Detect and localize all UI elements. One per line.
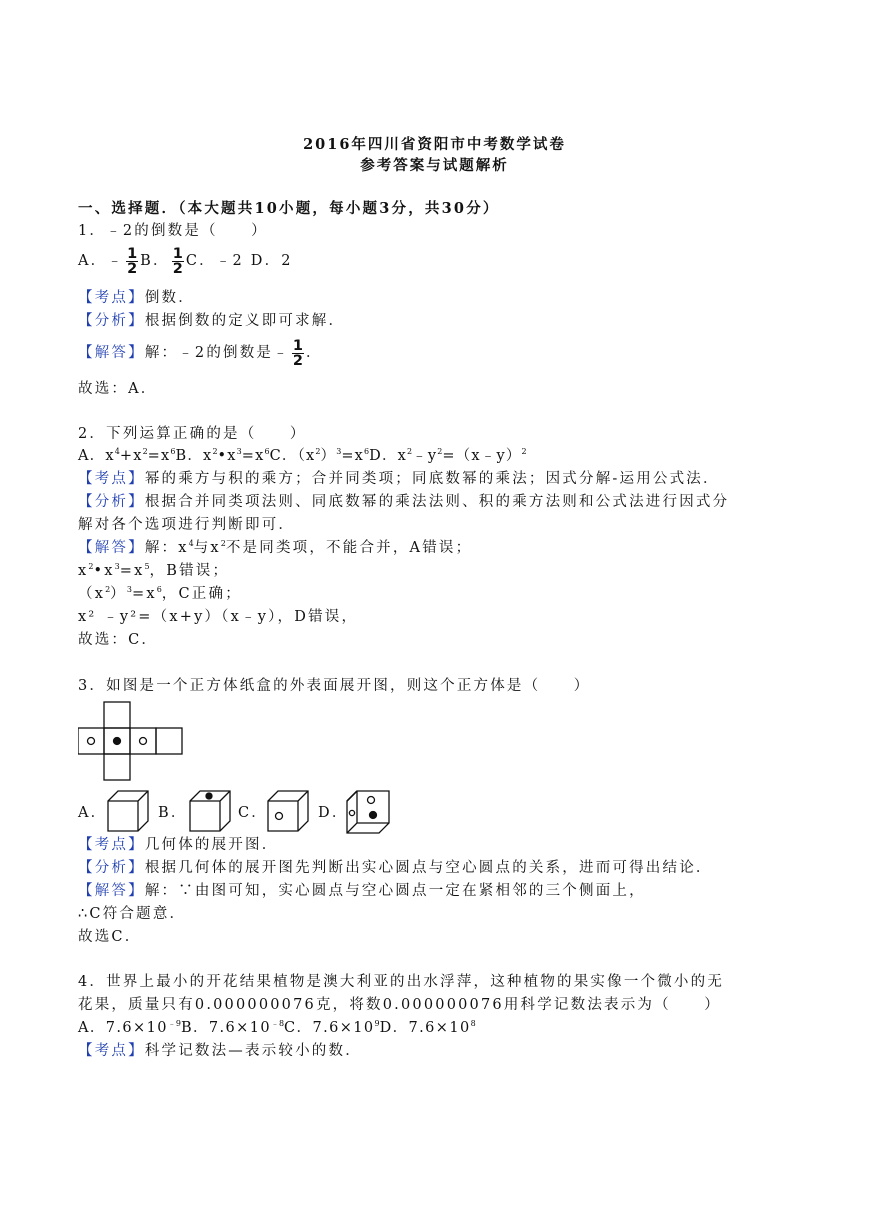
- cube-option-a: [106, 789, 150, 833]
- q2-jieda: 【解答】解：$x^4$与$x^2$不是同类项，不能合并，A错误；: [78, 539, 473, 556]
- q4-kaodian: 【考点】科学记数法—表示较小的数．: [78, 1043, 362, 1059]
- cube-option-d: [345, 789, 391, 835]
- q3-kaodian: 【考点】几何体的展开图．: [78, 837, 279, 853]
- q3-fenxi: 【分析】根据几何体的展开图先判断出实心圆点与空心圆点的关系，进而可得出结论．: [78, 860, 713, 876]
- fraction-half: $\frac{1}{2}$: [172, 245, 183, 277]
- fraction-half: $\frac{1}{2}$: [127, 245, 138, 277]
- q4-stem: 4．世界上最小的开花结果植物是澳大利亚的出水浮萍，这种植物的果实像一个微小的无: [78, 974, 725, 990]
- q3-label-a: A．: [78, 805, 108, 821]
- q2-options: A．$x^4+x^2=x^6B$．$x^2•x^3=x^6C$．$(x^2)^3=x^6D$．$x^2﹣y^2=(x﹣y)^2$: [78, 447, 527, 464]
- cube-option-b: [188, 789, 232, 833]
- q3-jieda: 【解答】解：∵由图可知，实心圆点与空心圆点一定在紧相邻的三个侧面上，: [78, 883, 646, 899]
- q2-fenxi-cont: 解对各个选项进行判断即可．: [78, 517, 296, 533]
- q4-options: A．$7.6\times 10^{﹣9}B$．$7.6\times 10^{﹣8}C$．$7.6\times 10^9D$．$7.6\times 10^8$: [78, 1019, 476, 1036]
- q1-fenxi: 【分析】根据倒数的定义即可求解．: [78, 313, 346, 329]
- q1-kaodian: 【考点】倒数．: [78, 290, 195, 306]
- q2-line-d: x² ﹣y²=（x+y）（x﹣y），D错误，: [78, 609, 359, 625]
- q3-answer: 故选C．: [78, 929, 142, 945]
- q2-line-c: $(x^2)^3=x^6$，C正确；: [78, 585, 242, 602]
- cube-option-c: [266, 789, 310, 833]
- q2-kaodian: 【考点】幂的乘方与积的乘方；合并同类项；同底数幂的乘法；因式分解-运用公式法．: [78, 471, 720, 487]
- section-heading: 一、选择题．（本大题共10小题，每小题3分，共30分）: [78, 200, 500, 217]
- q2-fenxi: 【分析】根据合并同类项法则、同底数幂的乘法法则、积的乘方法则和公式法进行因式分: [78, 494, 730, 510]
- cube-net-figure: [78, 700, 188, 784]
- q2-line-b: $x^2•x^3=x^5$，B错误；: [78, 562, 230, 579]
- page-title: 2016年四川省资阳市中考数学试卷: [303, 136, 566, 153]
- q2-stem: 2．下列运算正确的是（ ）: [78, 426, 307, 442]
- q2-answer: 故选：C．: [78, 632, 159, 648]
- page-subtitle: 参考答案与试题解析: [360, 157, 509, 174]
- q1-answer: 故选：A．: [78, 381, 158, 397]
- q3-label-c: C．: [238, 805, 268, 821]
- q3-stem: 3．如图是一个正方体纸盒的外表面展开图，则这个正方体是（ ）: [78, 678, 591, 694]
- q3-label-d: D．: [318, 805, 349, 821]
- q3-label-b: B．: [158, 805, 188, 821]
- q1-options: A．﹣ $\frac{1}{2}$ B． $\frac{1}{2}$ C．﹣2 D．2: [78, 245, 293, 277]
- q3-line2: ∴C符合题意．: [78, 906, 187, 922]
- q4-stem-cont: 花果，质量只有0.000000076克，将数0.000000076用科学记数法表示为（ ）: [78, 997, 721, 1013]
- q1-jieda: 【解答】解：﹣2的倒数是﹣ $\frac{1}{2}$ ．: [78, 337, 323, 369]
- q1-stem: 1．﹣2的倒数是（ ）: [78, 223, 268, 239]
- fraction-half: $\frac{1}{2}$: [292, 337, 303, 369]
